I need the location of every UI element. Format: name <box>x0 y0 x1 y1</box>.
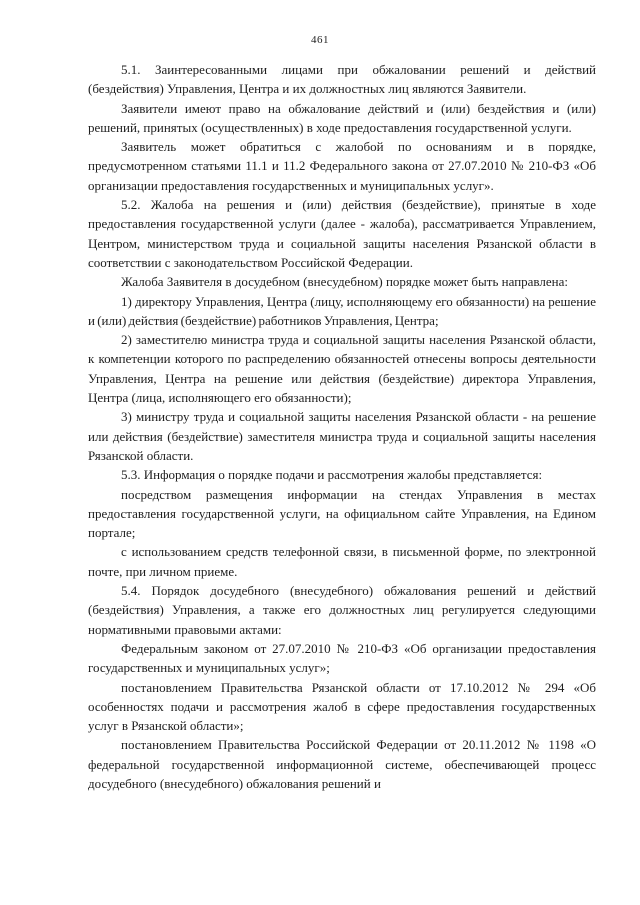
paragraph-item-1: 1) директору Управления, Центра (лицу, исполняющему его обязанности) на решение и (или) действия (бездействие) работников Управления, Центра; <box>88 293 596 328</box>
paragraph-ryazan-resolution: постановлением Правительства Рязанской области от 17.10.2012 № 294 «Об особенностях подачи и рассмотрения жалоб в сфере предоставления государственных услуг в Рязанской области»; <box>88 679 596 734</box>
paragraph-5-4: 5.4. Порядок досудебного (внесудебного) обжалования решений и действий (бездействия) Управления, а также его должностных лиц регулируется следующими нормативными правовыми актами: <box>88 583 596 637</box>
paragraph-appeal-grounds: Заявитель может обратиться с жалобой по основаниям и в порядке, предусмотренном статьями 11.1 и 11.2 Федерального закона от 27.07.2010 № 210-ФЗ «Об организации предоставления государственных и муниципальных услуг». <box>88 139 596 193</box>
paragraph-5-3: 5.3. Информация о порядке подачи и рассмотрения жалобы представляется: <box>121 467 543 483</box>
paragraph-item-3: 3) министру труда и социальной защиты населения Рязанской области - на решение или действия (бездействие) заместителя министра труда и социальной защиты населения Рязанской области. <box>88 409 596 463</box>
paragraph-5-1: 5.1. Заинтересованными лицами при обжаловании решений и действий (бездействия) Управления, Центра и их должностных лиц являются Заявители. <box>88 62 596 97</box>
paragraph-info-stands: посредством размещения информации на стендах Управления в местах предоставления государственной услуги, на официальном сайте Управления, на Едином портале; <box>88 486 596 541</box>
page-number: 461 <box>311 34 329 46</box>
paragraph-appeal-rights: Заявители имеют право на обжалование действий и (или) бездействия и (или) решений, принятых (осуществленных) в ходе предоставления государственной услуги. <box>88 100 596 135</box>
paragraph-complaint-directed: Жалоба Заявителя в досудебном (внесудебном) порядке может быть направлена: <box>121 274 568 290</box>
paragraph-rf-resolution: постановлением Правительства Российской Федерации от 20.11.2012 № 1198 «О федеральной государственной информационной системе, обеспечивающей процесс досудебного (внесудебного) обжалования решений и <box>88 737 596 791</box>
paragraph-item-2: 2) заместителю министра труда и социальной защиты населения Рязанской области, к компетенции которого по распределению обязанностей отнесены вопросы деятельности Управления, Центра на решение или действия (бездействие) директора Управления, Центра (лица, исполняющего его обязанности); <box>88 332 596 406</box>
document-body <box>88 60 596 793</box>
paragraph-federal-law: Федеральным законом от 27.07.2010 № 210-ФЗ «Об организации предоставления государственных и муниципальных услуг»; <box>88 640 596 676</box>
paragraph-5-2: 5.2. Жалоба на решения и (или) действия (бездействие), принятые в ходе предоставления государственной услуги (далее - жалоба), рассматривается Управлением, Центром, министерством труда и социальной защиты населения Рязанской области в соответствии с законодательством Российской Федерации. <box>88 197 596 270</box>
paragraph-info-phone: с использованием средств телефонной связи, в письменной форме, по электронной почте, при личном приеме. <box>88 544 596 579</box>
